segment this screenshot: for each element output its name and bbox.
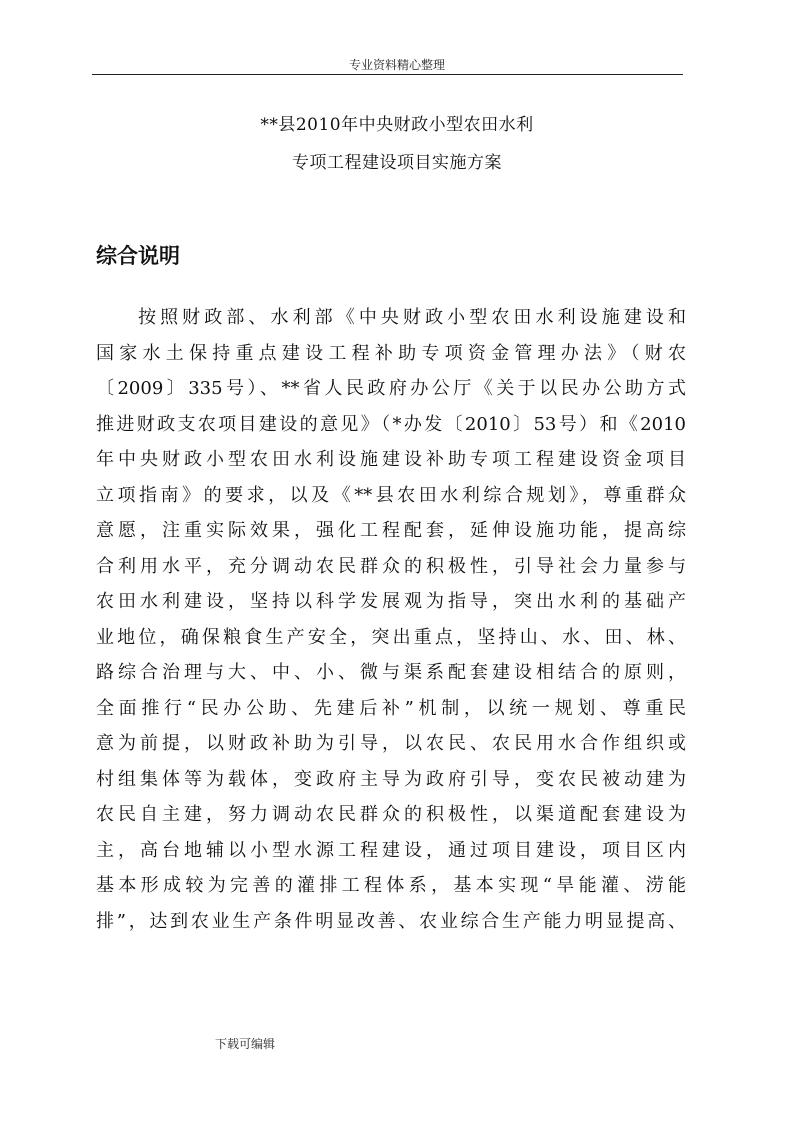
page-footer: 下载可编辑 (215, 1037, 276, 1051)
paragraph-line: 国家水土保持重点建设工程补助专项资金管理办法》（财农 (96, 342, 686, 364)
document-title-line-1: **县2010年中央财政小型农田水利 (260, 115, 534, 135)
paragraph-line: 意愿，注重实际效果，强化工程配套，延伸设施功能，提高综 (96, 520, 686, 541)
section-heading: 综合说明 (96, 244, 180, 268)
body-paragraph (96, 300, 686, 939)
paragraph-line: 业地位，确保粮食生产安全，突出重点，坚持山、水、田、林、 (96, 626, 686, 648)
paragraph-line: 合利用水平，充分调动农民群众的积极性，引导社会力量参与 (96, 555, 686, 577)
paragraph-line: 全面推行“民办公助、先建后补”机制，以统一规划、尊重民 (96, 697, 686, 719)
paragraph-line: 推进财政支农项目建设的意见》（*办发〔2010〕53号）和《2010 (96, 413, 686, 435)
header-divider (92, 74, 683, 75)
paragraph-line: 基本形成较为完善的灌排工程体系，基本实现“旱能灌、涝能 (96, 875, 686, 896)
paragraph-line: 按照财政部、水利部《中央财政小型农田水利设施建设和 (138, 307, 686, 328)
paragraph-line: 年中央财政小型农田水利设施建设补助专项工程建设资金项目 (96, 449, 686, 470)
paragraph-line: 村组集体等为载体，变政府主导为政府引导，变农民被动建为 (96, 768, 686, 790)
paragraph-line: 〔2009〕335号）、**省人民政府办公厅《关于以民办公助方式 (96, 378, 686, 399)
paragraph-line: 排”，达到农业生产条件明显改善、农业综合生产能力明显提高、 (96, 910, 686, 932)
paragraph-line: 意为前提，以财政补助为引导，以农民、农民用水合作组织或 (96, 733, 686, 754)
paragraph-line: 路综合治理与大、中、小、微与渠系配套建设相结合的原则， (96, 662, 686, 683)
paragraph-line: 立项指南》的要求，以及《**县农田水利综合规划》，尊重群众 (96, 484, 686, 506)
paragraph-line: 主，高台地辅以小型水源工程建设，通过项目建设，项目区内 (96, 839, 686, 861)
document-title-line-2: 专项工程建设项目实施方案 (292, 153, 502, 173)
paragraph-line: 农民自主建，努力调动农民群众的积极性，以渠道配套建设为 (96, 804, 686, 825)
paragraph-line: 农田水利建设，坚持以科学发展观为指导，突出水利的基础产 (96, 591, 686, 612)
page-header: 专业资料精心整理 (348, 58, 445, 72)
